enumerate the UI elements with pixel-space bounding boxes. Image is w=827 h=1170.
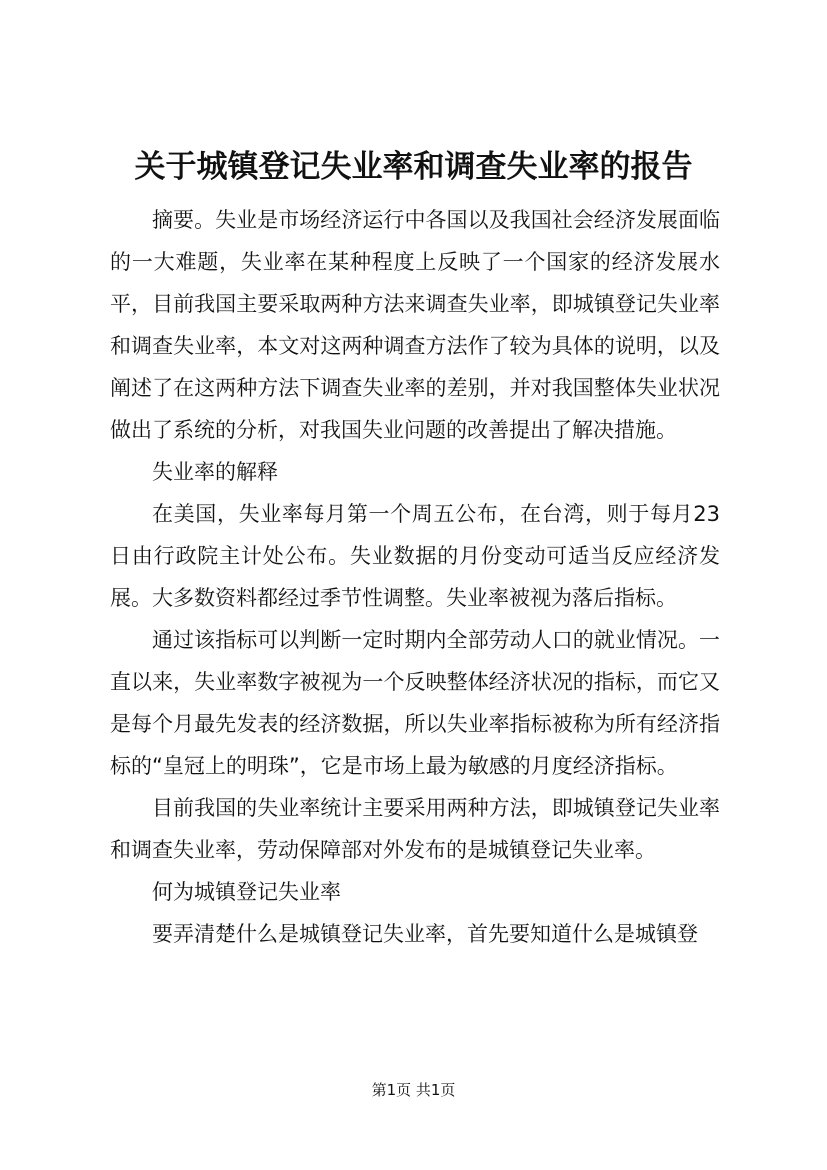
body-paragraph: 目前我国的失业率统计主要采用两种方法，即城镇登记失业率和调查失业率，劳动保障部对外发布的是城镇登记失业率。 [110,796,720,862]
section-heading-registered-unemployment: 何为城镇登记失业率 [152,880,341,904]
body-paragraph: 通过该指标可以判断一定时期内全部劳动人口的就业情况。一直以来，失业率数字被视为一个反映整体经济状况的指标，而它又是每个月最先发表的经济数据，所以失业率指标被称为所有经济指标的“皇冠上的明珠”，它是市场上最为敏感的月度经济指标。 [110,628,720,778]
abstract-paragraph: 摘要。失业是市场经济运行中各国以及我国社会经济发展面临的一大难题，失业率在某种程度上反映了一个国家的经济发展水平，目前我国主要采取两种方法来调查失业率，即城镇登记失业率和调查失业率，本文对这两种调查方法作了较为具体的说明，以及阐述了在这两种方法下调查失业率的差别，并对我国整体失业状况做出了系统的分析，对我国失业问题的改善提出了解决措施。 [110,208,720,442]
section-heading-unemployment-explanation: 失业率的解释 [152,460,278,484]
page-footer: 第1页 共1页 [371,1081,456,1099]
body-paragraph: 要弄清楚什么是城镇登记失业率，首先要知道什么是城镇登 [152,922,698,946]
document-body [110,199,720,955]
body-paragraph: 在美国，失业率每月第一个周五公布，在台湾，则于每月23日由行政院主计处公布。失业数据的月份变动可适当反应经济发展。大多数资料都经过季节性调整。失业率被视为落后指标。 [110,502,720,610]
document-title: 关于城镇登记失业率和调查失业率的报告 [134,149,693,185]
